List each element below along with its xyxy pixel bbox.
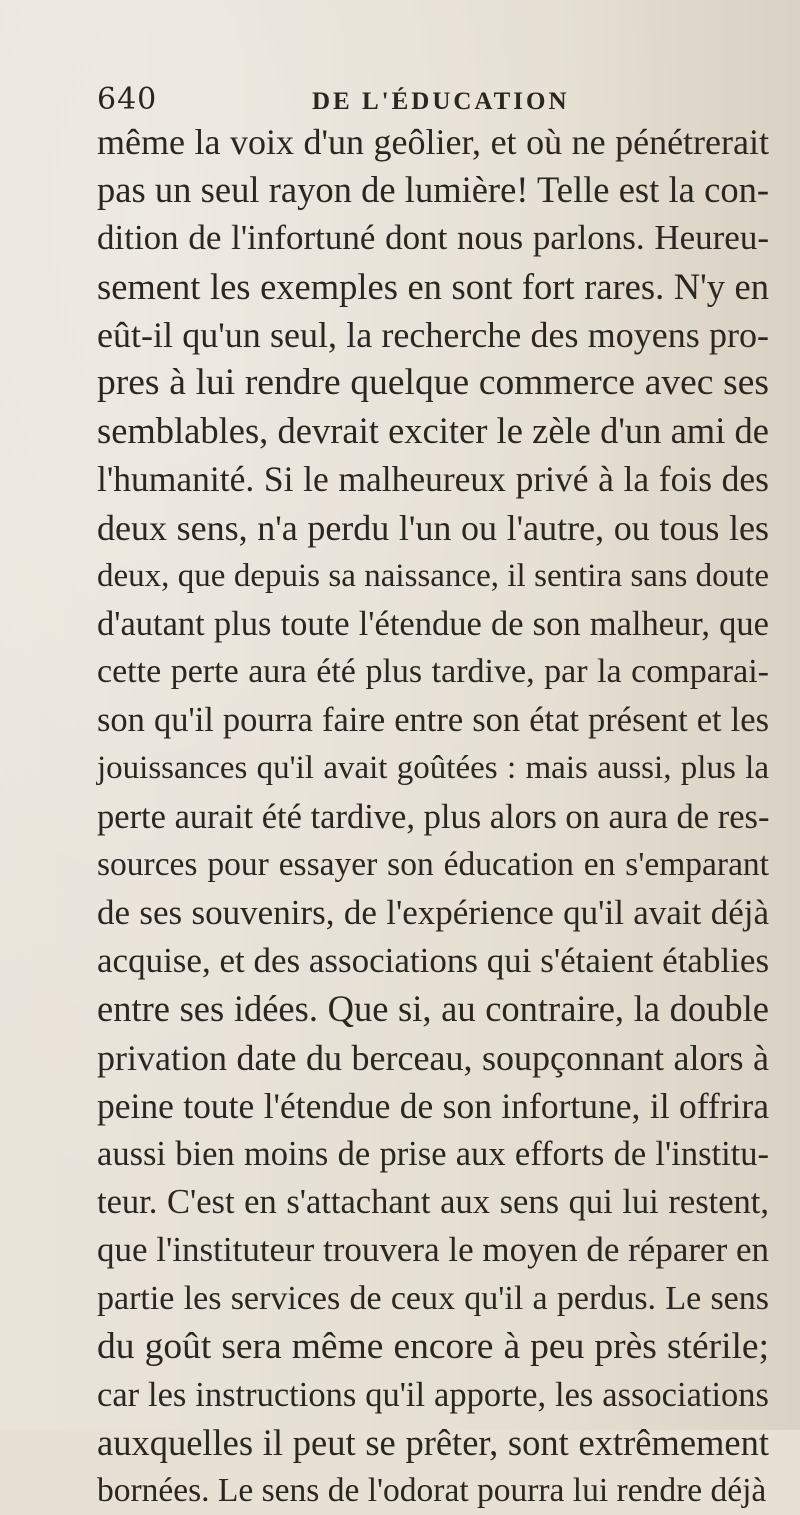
text-line: pres à lui rendre quelque commerce avec ses: [97, 361, 769, 403]
text-line: partie les services de ceux qu'il a perdus. Le sens: [97, 1279, 769, 1317]
text-line: deux, que depuis sa naissance, il sentira sans doute: [97, 557, 769, 594]
text-line: jouissances qu'il avait goûtées : mais aussi, plus la: [97, 750, 769, 787]
text-line: peine toute l'étendue de son infortune, il offrira: [97, 1085, 769, 1126]
text-line: privation date du berceau, soupçonnant alors à: [97, 1037, 769, 1078]
text-line: que l'instituteur trouvera le moyen de réparer en: [97, 1230, 770, 1270]
text-line: son qu'il pourra faire entre son état présent et les: [97, 701, 769, 740]
text-line: teur. C'est en s'attachant aux sens qui lui restent,: [97, 1183, 769, 1222]
body-text: [97, 118, 769, 1515]
text-line: cette perte aura été plus tardive, par la comparai-: [97, 653, 769, 691]
running-head: DE L'ÉDUCATION: [312, 88, 570, 115]
text-line: sement les exemples en sont fort rares. N'y en: [97, 265, 769, 307]
text-line: d'autant plus toute l'étendue de son malheur, que: [97, 604, 769, 643]
text-line: car les instructions qu'il apporte, les associations: [97, 1375, 769, 1414]
text-line: deux sens, n'a perdu l'un ou l'autre, ou tous les: [97, 507, 769, 548]
text-line: du goût sera même encore à peu près stérile;: [97, 1325, 769, 1367]
text-line: entre ses idées. Que si, au contraire, la double: [97, 988, 769, 1030]
text-line: auxquelles il peut se prêter, sont extrêmement: [97, 1422, 769, 1464]
text-line: pas un seul rayon de lumière! Telle est la con-: [97, 169, 769, 211]
text-line: de ses souvenirs, de l'expérience qu'il avait déjà: [97, 893, 769, 932]
text-line: acquise, et des associations qui s'étaient établies: [97, 941, 770, 981]
page-number: 640: [97, 82, 158, 117]
text-line: bornées. Le sens de l'odorat pourra lui rendre déjà: [97, 1472, 767, 1510]
text-line: eût-il qu'un seul, la recherche des moyens pro-: [97, 314, 769, 355]
page-header: [97, 82, 737, 122]
text-line: même la voix d'un geôlier, et où ne pénétrerait: [97, 122, 769, 162]
text-line: sources pour essayer son éducation en s'emparant: [97, 845, 769, 883]
text-line: dition de l'infortuné dont nous parlons. Heureu-: [97, 218, 769, 258]
text-line: l'humanité. Si le malheureux privé à la fois des: [97, 459, 769, 500]
text-line: perte aurait été tardive, plus alors on aura de res-: [97, 797, 770, 836]
text-line: aussi bien moins de prise aux efforts de l'institu-: [97, 1134, 769, 1173]
text-line: semblables, devrait exciter le zèle d'un ami de: [97, 410, 769, 452]
